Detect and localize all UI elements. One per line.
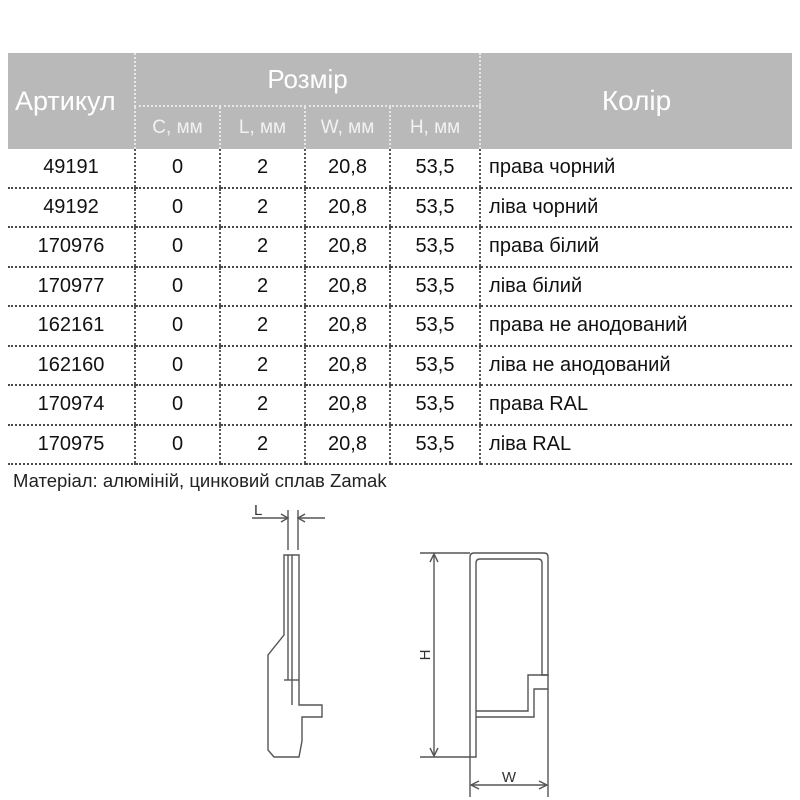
cell-c: 0 (135, 267, 220, 307)
cell-w: 20,8 (305, 385, 390, 425)
cell-color: ліва білий (480, 267, 792, 307)
material-note: Матеріал: алюміній, цинковий сплав Zamak (13, 470, 387, 491)
cell-h: 53,5 (390, 385, 480, 425)
cell-color: ліва чорний (480, 188, 792, 228)
bracket-front-outline (470, 553, 548, 757)
cell-w: 20,8 (305, 346, 390, 386)
side-view (252, 510, 325, 757)
spec-table (8, 53, 792, 465)
cell-h: 53,5 (390, 346, 480, 386)
cell-c: 0 (135, 385, 220, 425)
header-h: H, мм (390, 106, 480, 149)
header-w: W, мм (305, 106, 390, 149)
table-row (8, 346, 792, 386)
cell-l: 2 (220, 306, 305, 346)
cell-article: 170974 (8, 385, 135, 425)
label-W: W (501, 769, 517, 786)
cell-color: права не анодований (480, 306, 792, 346)
front-view (420, 553, 548, 797)
table-row (8, 267, 792, 307)
cell-article: 49192 (8, 188, 135, 228)
cell-c: 0 (135, 188, 220, 228)
table-row (8, 188, 792, 228)
cell-color: права білий (480, 227, 792, 267)
cell-c: 0 (135, 149, 220, 188)
cell-w: 20,8 (305, 149, 390, 188)
table-row (8, 227, 792, 267)
header-l: L, мм (220, 106, 305, 149)
cell-article: 49191 (8, 149, 135, 188)
cell-l: 2 (220, 346, 305, 386)
table-row (8, 149, 792, 188)
table-row (8, 385, 792, 425)
cell-h: 53,5 (390, 267, 480, 307)
cell-article: 170976 (8, 227, 135, 267)
cell-w: 20,8 (305, 267, 390, 307)
technical-drawing (0, 495, 800, 800)
cell-w: 20,8 (305, 425, 390, 465)
cell-l: 2 (220, 149, 305, 188)
header-size-group: Розмір (135, 53, 480, 106)
cell-c: 0 (135, 306, 220, 346)
cell-h: 53,5 (390, 227, 480, 267)
cell-color: ліва не анодований (480, 346, 792, 386)
cell-c: 0 (135, 346, 220, 386)
table-row (8, 306, 792, 346)
cell-article: 170975 (8, 425, 135, 465)
product-table (8, 53, 792, 465)
cell-color: права чорний (480, 149, 792, 188)
cell-color: ліва RAL (480, 425, 792, 465)
cell-color: права RAL (480, 385, 792, 425)
cell-h: 53,5 (390, 306, 480, 346)
header-color: Колір (480, 53, 792, 149)
label-H: H (417, 649, 434, 661)
cell-l: 2 (220, 227, 305, 267)
table-row (8, 425, 792, 465)
bracket-front-step (476, 675, 548, 717)
cell-c: 0 (135, 227, 220, 267)
cell-w: 20,8 (305, 306, 390, 346)
cell-l: 2 (220, 385, 305, 425)
cell-h: 53,5 (390, 188, 480, 228)
cell-w: 20,8 (305, 227, 390, 267)
cell-l: 2 (220, 425, 305, 465)
cell-h: 53,5 (390, 149, 480, 188)
cell-c: 0 (135, 425, 220, 465)
cell-l: 2 (220, 267, 305, 307)
cell-l: 2 (220, 188, 305, 228)
cell-article: 170977 (8, 267, 135, 307)
cell-article: 162160 (8, 346, 135, 386)
header-c: C, мм (135, 106, 220, 149)
cell-w: 20,8 (305, 188, 390, 228)
cell-h: 53,5 (390, 425, 480, 465)
label-L: L (254, 502, 263, 519)
cell-article: 162161 (8, 306, 135, 346)
bracket-side-profile (268, 555, 322, 757)
header-article: Артикул (8, 53, 135, 149)
